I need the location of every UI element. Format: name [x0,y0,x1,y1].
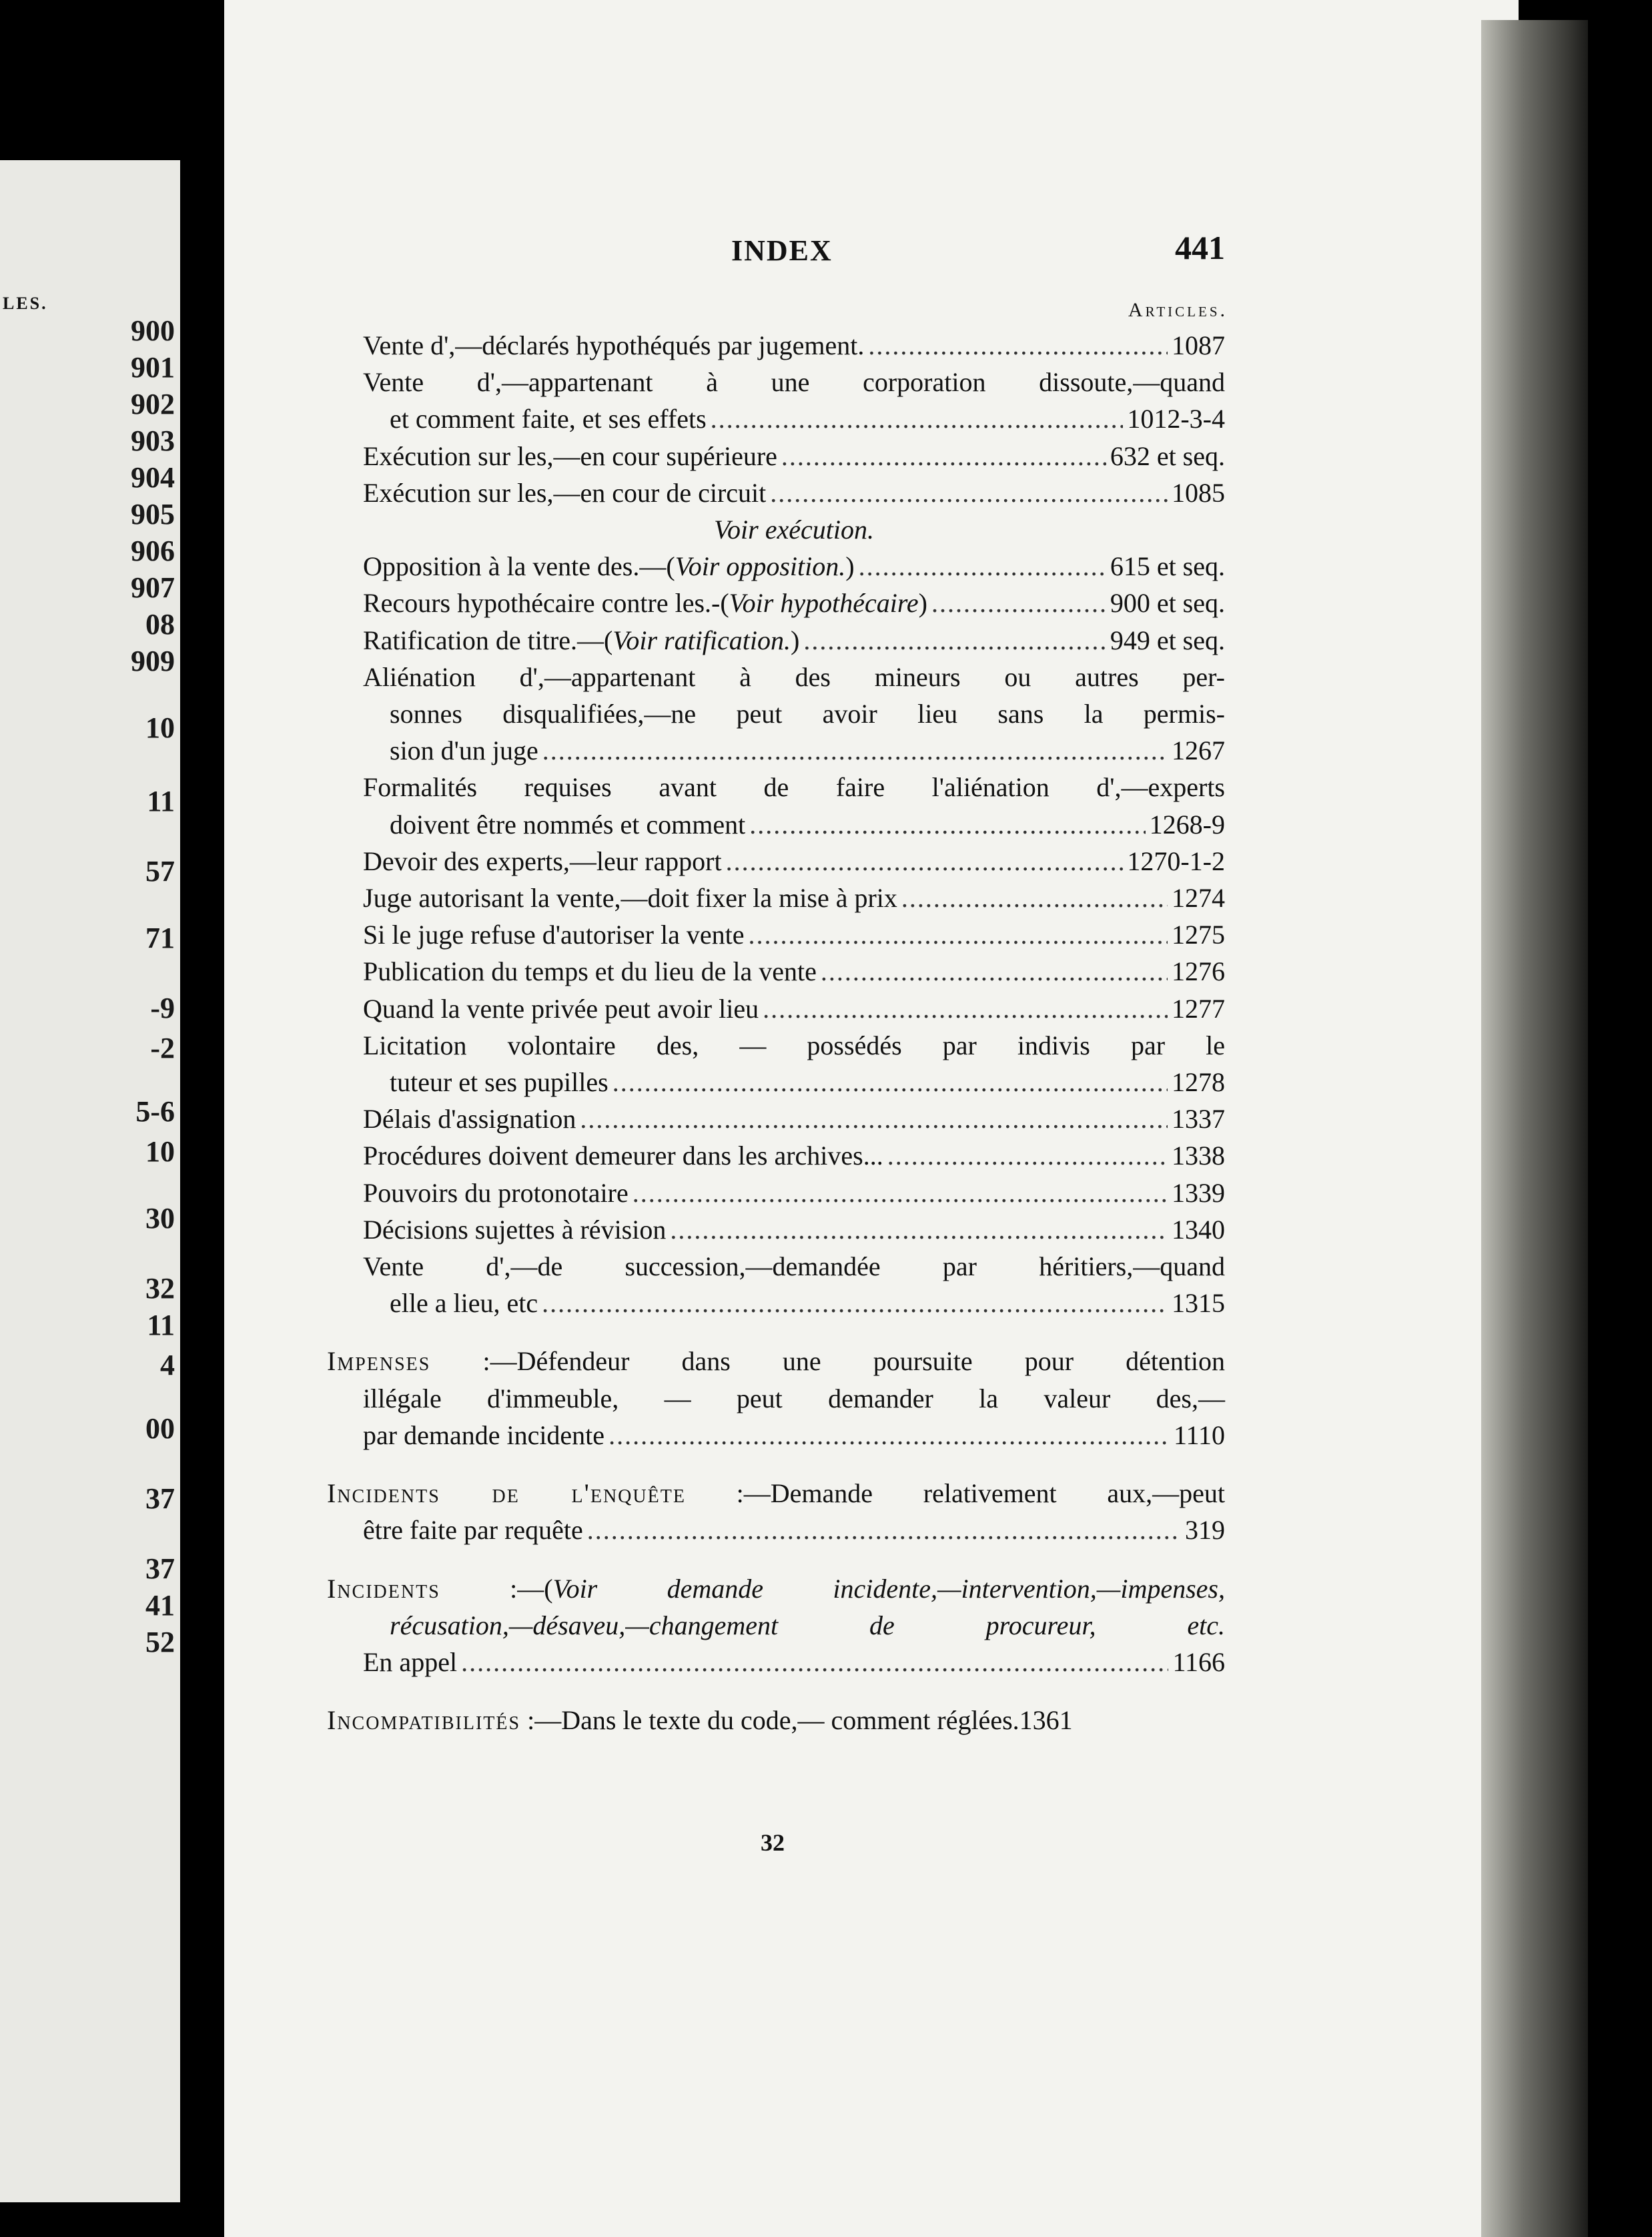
left-page-number: 71 [145,922,175,954]
entry-ref: 1110 [1173,1419,1225,1450]
entry-ref: 1275 [1172,920,1225,950]
entry-ref: 1277 [1172,993,1225,1024]
signature-folio: 32 [761,1829,785,1856]
entry-ref: 1361 [1019,1705,1073,1736]
left-page-number: 905 [131,498,175,531]
index-entry: Recours hypothécaire contre les.-(Voir hypothécaire) ..... 900 et seq. [363,585,1225,621]
entry-ref: 1166 [1172,1646,1225,1677]
left-page-number: 902 [131,388,175,420]
index-entry: Quand la vente privée peut avoir lieu ..... 1277 [363,990,1225,1027]
left-page-number: 4 [160,1349,175,1381]
left-page-number: 10 [145,1135,175,1168]
entry-ref: 949 et seq. [1110,625,1225,655]
left-page-number: 904 [131,461,175,494]
index-entry: Exécution sur les,—en cour supérieure ..... 632 et seq. [363,438,1225,474]
index-entry: et comment faite, et ses effets ..... 1012-3-4 [390,400,1225,437]
left-page-number: 32 [145,1272,175,1305]
index-entry: En appel ..... 1166 [363,1644,1225,1680]
left-page-number: 30 [145,1202,175,1235]
entry-ref: 1278 [1172,1067,1225,1098]
index-heading-incidents: Incidents :—(Voir demande incidente,—intervention,—impenses, [327,1573,1226,1604]
entry-ref: 1338 [1172,1141,1225,1171]
index-entry: Devoir des experts,—leur rapport ..... 1270-1-2 [363,843,1225,880]
index-entry: Décisions sujettes à révision ..... 1340 [363,1211,1225,1248]
index-entry: Procédures doivent demeurer dans les archives... ..... 1338 [363,1137,1225,1174]
left-page-number: 11 [147,1309,175,1341]
index-entry: elle a lieu, etc ..... 1315 [390,1285,1225,1321]
left-page-number: 11 [147,785,175,818]
entry-ref: 1340 [1172,1214,1225,1245]
left-page-number: 900 [131,314,175,347]
left-page-header-fragment: LES. [3,294,48,313]
entry-ref: 632 et seq. [1110,440,1225,471]
left-page-number: 901 [131,351,175,384]
index-entry-line: Aliénation d',—appartenant à des mineurs ou autres per- [363,661,1225,692]
index-entry: Opposition à la vente des.—(Voir opposition.) ..... 615 et seq. [363,548,1225,585]
left-page-number: 5-6 [135,1095,175,1128]
entry-ref: 1276 [1172,956,1225,987]
index-entry-line: Licitation volontaire des, — possédés par indivis par le [363,1030,1225,1060]
index-heading-incidents-enquete: Incidents de l'enquête :—Demande relativement aux,—peut [327,1478,1225,1509]
index-entry: Vente d',—déclarés hypothéqués par jugement. ..... 1087 [363,327,1225,364]
entry-ref: 1267 [1172,735,1225,766]
index-entry: être faite par requête ..... 319 [363,1512,1225,1548]
left-page-number: 00 [145,1412,175,1445]
articles-column-header: Articles. [1128,299,1228,321]
left-page-number: 08 [145,608,175,641]
entry-ref: 1270-1-2 [1127,846,1225,876]
left-page-number: 909 [131,645,175,677]
index-entry-line: Vente d',—de succession,—demandée par héritiers,—quand [363,1251,1225,1282]
entry-ref: 319 [1185,1515,1225,1546]
left-page-number: -9 [150,992,175,1024]
index-entry-line: récusation,—désaveu,—changement de procureur, etc. [390,1610,1225,1640]
left-page-number: -2 [150,1032,175,1064]
book-edge-shadow [1481,20,1588,2237]
entry-ref: 1339 [1172,1177,1225,1208]
entry-ref: 1274 [1172,883,1225,914]
cross-reference: Voir exécution. [714,515,874,545]
left-page-number: 52 [145,1626,175,1658]
index-entry: tuteur et ses pupilles ..... 1278 [390,1064,1225,1100]
left-page-number: 907 [131,571,175,604]
index-entry: Si le juge refuse d'autoriser la vente ..... 1275 [363,916,1225,953]
index-entries [327,327,1225,1738]
left-page-number: 37 [145,1482,175,1515]
left-page-number: 41 [145,1589,175,1622]
left-page-number: 906 [131,535,175,567]
left-facing-page [0,160,180,2202]
entry-ref: 1012-3-4 [1127,404,1225,434]
page-number: 441 [1175,229,1225,266]
index-entry: doivent être nommés et comment ..... 1268-9 [390,806,1225,843]
index-heading-impenses: Impenses :—Défendeur dans une poursuite pour détention [327,1346,1226,1377]
left-page-number: 57 [145,855,175,888]
index-entry-line: Formalités requises avant de faire l'aliénation d',—experts [363,772,1225,803]
entry-ref: 1337 [1172,1104,1225,1135]
index-entry: Publication du temps et du lieu de la vente ..... 1276 [363,953,1225,990]
index-entry-line: illégale d'immeuble, — peut demander la valeur des,— [363,1383,1225,1413]
left-page-number: 10 [145,711,175,744]
index-entry: Délais d'assignation ..... 1337 [363,1100,1225,1137]
entry-ref: 1087 [1172,330,1225,360]
entry-ref: 1315 [1172,1288,1225,1319]
index-entry: par demande incidente ..... 1110 [363,1417,1225,1454]
index-entry-line: sonnes disqualifiées,—ne peut avoir lieu sans la permis- [390,699,1225,729]
index-entry-line: Vente d',—appartenant à une corporation dissoute,—quand [363,367,1225,398]
entry-ref: 615 et seq. [1110,551,1225,582]
index-entry: Ratification de titre.—(Voir ratification.) ..... 949 et seq. [363,622,1225,659]
entry-ref: 1085 [1172,477,1225,508]
left-page-number: 37 [145,1552,175,1585]
index-entry: Exécution sur les,—en cour de circuit ..... 1085 [363,474,1225,511]
entry-ref: 1268-9 [1149,809,1225,840]
index-heading-incompatibilites: Incompatibilités :—Dans le texte du code,— comment réglées. 1361 [327,1702,1225,1738]
entry-ref: 900 et seq. [1110,588,1225,619]
page-title: INDEX [731,234,833,267]
left-page-number: 903 [131,424,175,457]
running-header [224,228,1225,275]
index-entry: Juge autorisant la vente,—doit fixer la mise à prix ..... 1274 [363,880,1225,916]
index-entry: sion d'un juge ..... 1267 [390,732,1225,769]
index-entry: Pouvoirs du protonotaire ..... 1339 [363,1175,1225,1211]
